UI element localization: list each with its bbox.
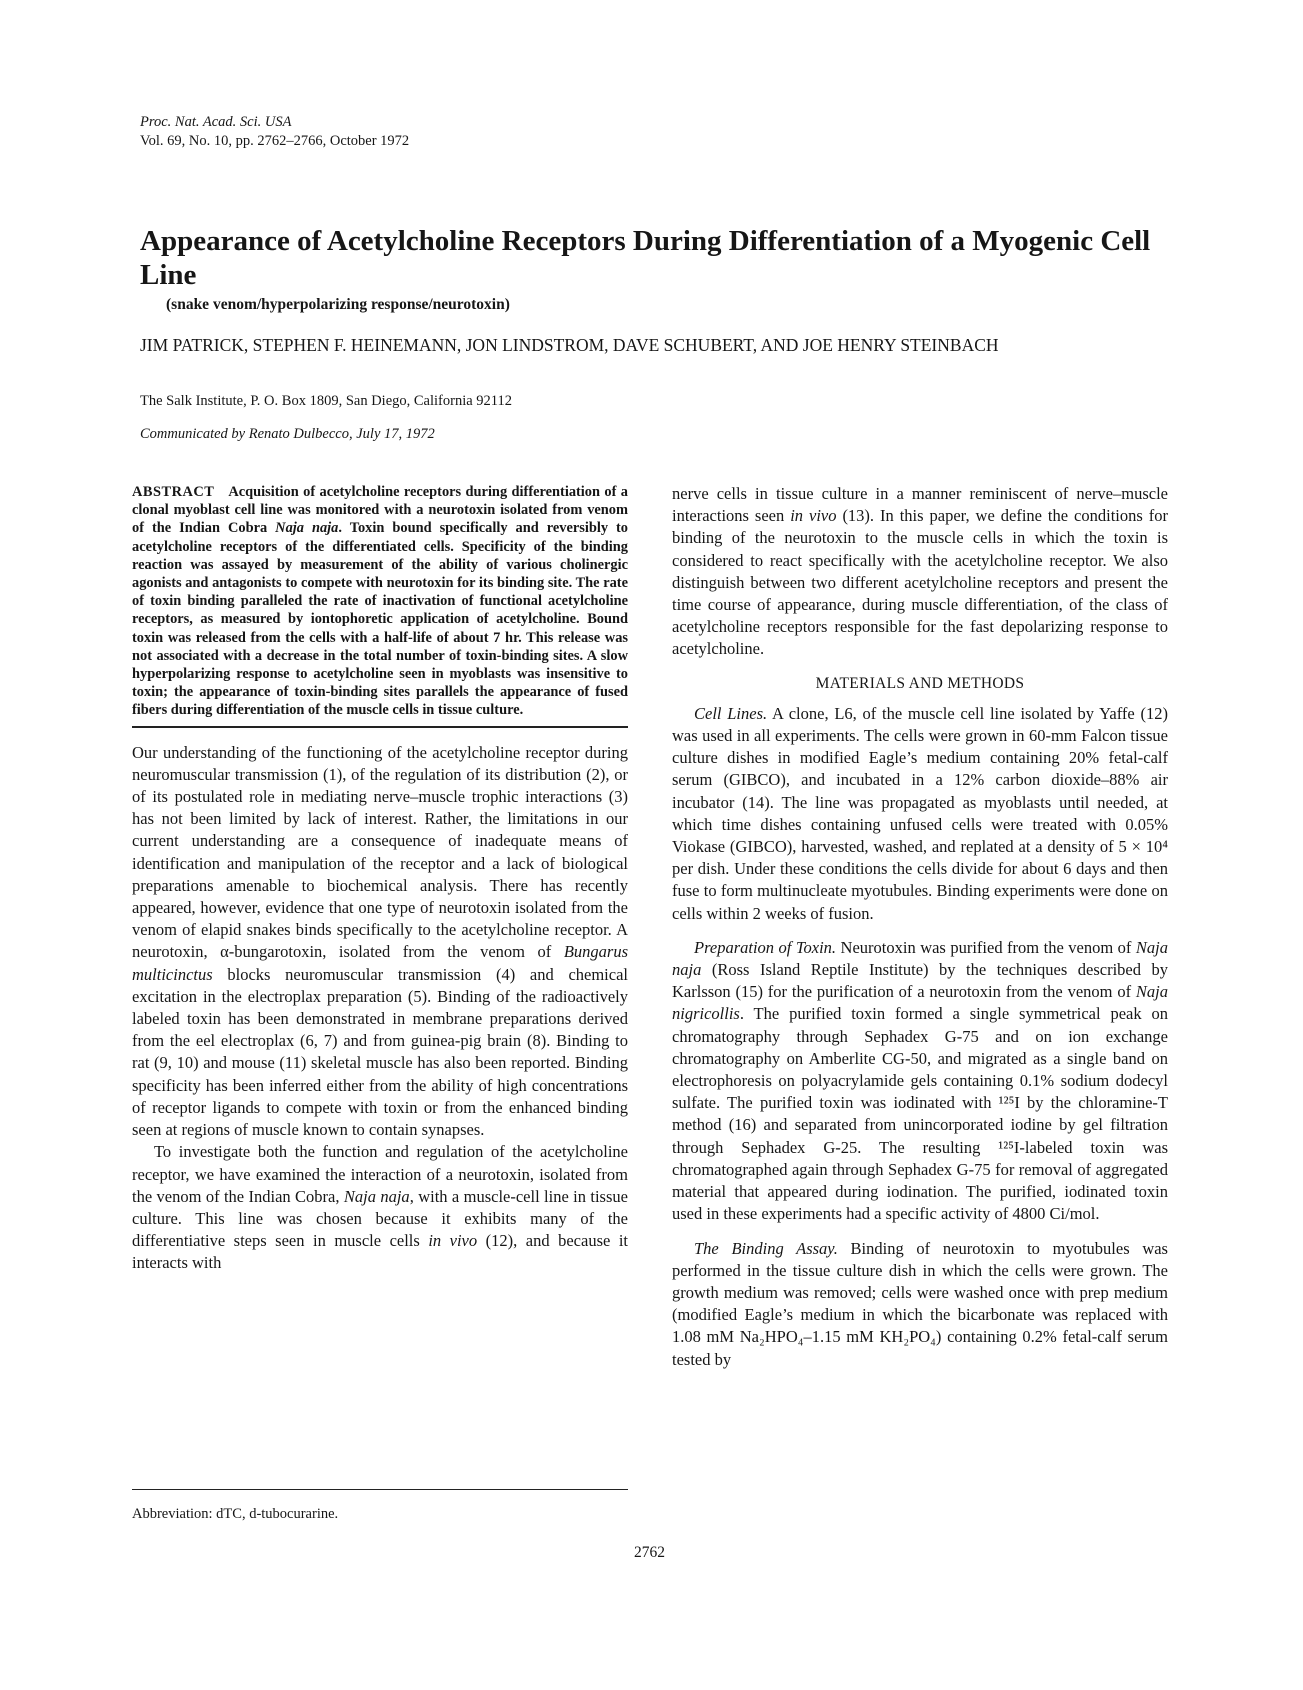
section-cell-lines [672,703,1168,925]
abstract-text-2: . Toxin bound specifically and reversibly to acetylcholine receptors of the differentiated cells. Specificity of the binding reaction was assayed by measurement of the ability of various cholinergic agonists and antagonists to compete with neurotoxin for its binding site. The rate of toxin binding paralleled the rate of inactivation of functional acetylcholine receptors, as measured by iontophoretic application of acetylcholine. Bound toxin was released from the cells with a half-life of about 7 hr. This release was not associated with a decrease in the total number of toxin-binding sites. A slow hyperpolarizing response to acetylcholine seen in myoblasts was insensitive to toxin; the appearance of toxin-binding sites parallels the appearance of fused fibers during differentiation of the muscle cells in tissue culture. [132,520,628,719]
authors: JIM PATRICK, STEPHEN F. HEINEMANN, JON LINDSTROM, DAVE SCHUBERT, AND JOE HENRY STEINBACH [140,335,999,355]
intro-p3-text-a: nerve cells in tissue culture in a manner reminiscent of nerve–muscle interactions seen [672,484,1168,526]
intro-p2-species: Naja naja [343,1186,410,1206]
binding-title: The Binding Assay. [694,1238,838,1258]
abstract-heading: ABSTRACT [132,484,215,500]
section-toxin [672,937,1168,1226]
communicated-by: Communicated by Renato Dulbecco, July 17, 1972 [140,426,435,442]
intro-p3-text-b: (13). In this paper, we define the conditions for binding of the neurotoxin to the muscle cells in which the toxin is considered to react specifically with the acetylcholine receptor. We also distinguish between two different acetylcholine receptors and present the time course of appearance, during muscle differentiation, of the class of acetylcholine receptors responsible for the fast depolarizing response to acetylcholine. [672,506,1168,659]
intro-p1-text-a: Our understanding of the functioning of the acetylcholine receptor during neuromuscular transmission (1), of the regulation of its distribution (2), or of its postulated role in mediating nerve–muscle trophic interactions (3) has not been limited by lack of interest. Rather, the limitations in our current understanding are a consequence of inadequate means of identification and manipulation of the receptor and a lack of biological preparations amenable to biochemical analysis. There has recently appeared, however, evidence that one type of neurotoxin isolated from the venom of elapid snakes binds specifically to the acetylcholine receptor. A neurotoxin, α-bungarotoxin, isolated from the venom of [132,742,628,962]
intro-p1-text-b: blocks neuromuscular transmission (4) and chemical excitation in the electroplax preparation (5). Binding of the radioactively labeled toxin has been demonstrated in membrane preparations derived from the eel electroplax (6, 7) and from guinea-pig brain (8). Binding to rat (9, 10) and mouse (11) skeletal muscle has also been reported. Binding specificity has been inferred either from the ability of high concentrations of receptor ligands to compete with toxin or from the enhanced binding seen at regions of muscle known to contain synapses. [132,964,628,1140]
intro-p1-species: Bungarus multicinctus [132,942,628,984]
journal-volume: Vol. 69, No. 10, pp. 2762–2766, October 1972 [140,133,410,149]
binding-text: Binding of neurotoxin to myotubules was performed in the tissue culture dish in which the cells were grown. The growth medium was removed; cells were washed once with prep medium (modified Eagle’s medium in which the bicarbonate was replaced with 1.08 mM Na₂HPO₄–1.15 mM KH₂PO₄) containing 0.2% fetal-calf serum tested by [672,1238,1168,1369]
footnote-divider [132,1489,628,1490]
intro-paragraph-2 [132,1141,628,1274]
abstract [132,483,628,720]
journal-name: Proc. Nat. Acad. Sci. USA [140,114,292,130]
intro-p2-text-b: , with a muscle-cell line in tissue culture. This line was chosen because it exhibits many of the differentiative steps seen in muscle cells [132,1186,628,1251]
footnote: Abbreviation: dTC, d-tubocurarine. [132,1506,339,1522]
intro-p3-invivo: in vivo [790,506,837,526]
intro-paragraph-1 [132,742,628,1142]
intro-p2-text-c: (12), and because it interacts with [132,1231,628,1273]
keywords: (snake venom/hyperpolarizing response/neurotoxin) [166,296,510,313]
toxin-text-a: Neurotoxin was purified from the venom of [836,937,1136,957]
methods-heading: MATERIALS AND METHODS [815,674,1025,692]
intro-paragraph-3 [672,483,1168,661]
page-number: 2762 [634,1544,665,1561]
cell-lines-text: A clone, L6, of the muscle cell line isolated by Yaffe (12) was used in all experiments. The cells were grown in 60-mm Falcon tissue culture dishes in modified Eagle’s medium containing 20% fetal-calf serum (GIBCO), and incubated in a 12% carbon dioxide–88% air incubator (14). The line was propagated as myoblasts until needed, at which time dishes containing unfused cells were treated with 0.05% Viokase (GIBCO), harvested, washed, and replated at a density of 5 × 10⁴ per dish. Under these conditions the cells divide for about 6 days and then fuse to form multinucleate myotubules. Binding experiments were done on cells within 2 weeks of fusion. [672,703,1168,923]
toxin-species-1: Naja naja [672,937,1168,980]
abstract-text-1: Acquisition of acetylcholine receptors during differentiation of a clonal myoblast cell line was monitored with a neurotoxin isolated from venom of the Indian Cobra [132,484,628,537]
abstract-species: Naja naja [275,520,339,537]
intro-p2-invivo: in vivo [428,1231,478,1251]
cell-lines-title: Cell Lines. [694,703,768,723]
abstract-divider [132,726,628,728]
left-column [132,483,628,1275]
right-column [672,483,1168,1383]
toxin-text-c: . The purified toxin formed a single symmetrical peak on chromatography through Sephadex G-75 and on ion exchange chromatography on Amberlite CG-50, and migrated as a single band on electrophoresis on polyacrylamide gels containing 0.1% sodium dodecyl sulfate. The purified toxin was iodinated with ¹²⁵I by the chloramine-T method (16) and separated from unincorporated iodine by gel filtration through Sephadex G-25. The resulting ¹²⁵I-labeled toxin was chromatographed again through Sephadex G-75 for removal of aggregated material that appeared during iodination. The purified, iodinated toxin used in these experiments had a specific activity of 4800 Ci/mol. [672,1004,1168,1224]
toxin-text-b: (Ross Island Reptile Institute) by the techniques described by Karlsson (15) for the purification of a neurotoxin from the venom of [672,960,1168,1002]
intro-p2-text-a: To investigate both the function and regulation of the acetylcholine receptor, we have examined the interaction of a neurotoxin, isolated from the venom of the Indian Cobra, [132,1142,628,1206]
toxin-title: Preparation of Toxin. [694,937,837,957]
toxin-species-2: Naja nigricollis [672,982,1168,1024]
journal-header [140,113,409,151]
affiliation: The Salk Institute, P. O. Box 1809, San Diego, California 92112 [140,393,513,409]
section-binding-assay [672,1238,1168,1371]
paper-title: Appearance of Acetylcholine Receptors During Differentiation of a Myogenic Cell Line [140,225,1151,291]
